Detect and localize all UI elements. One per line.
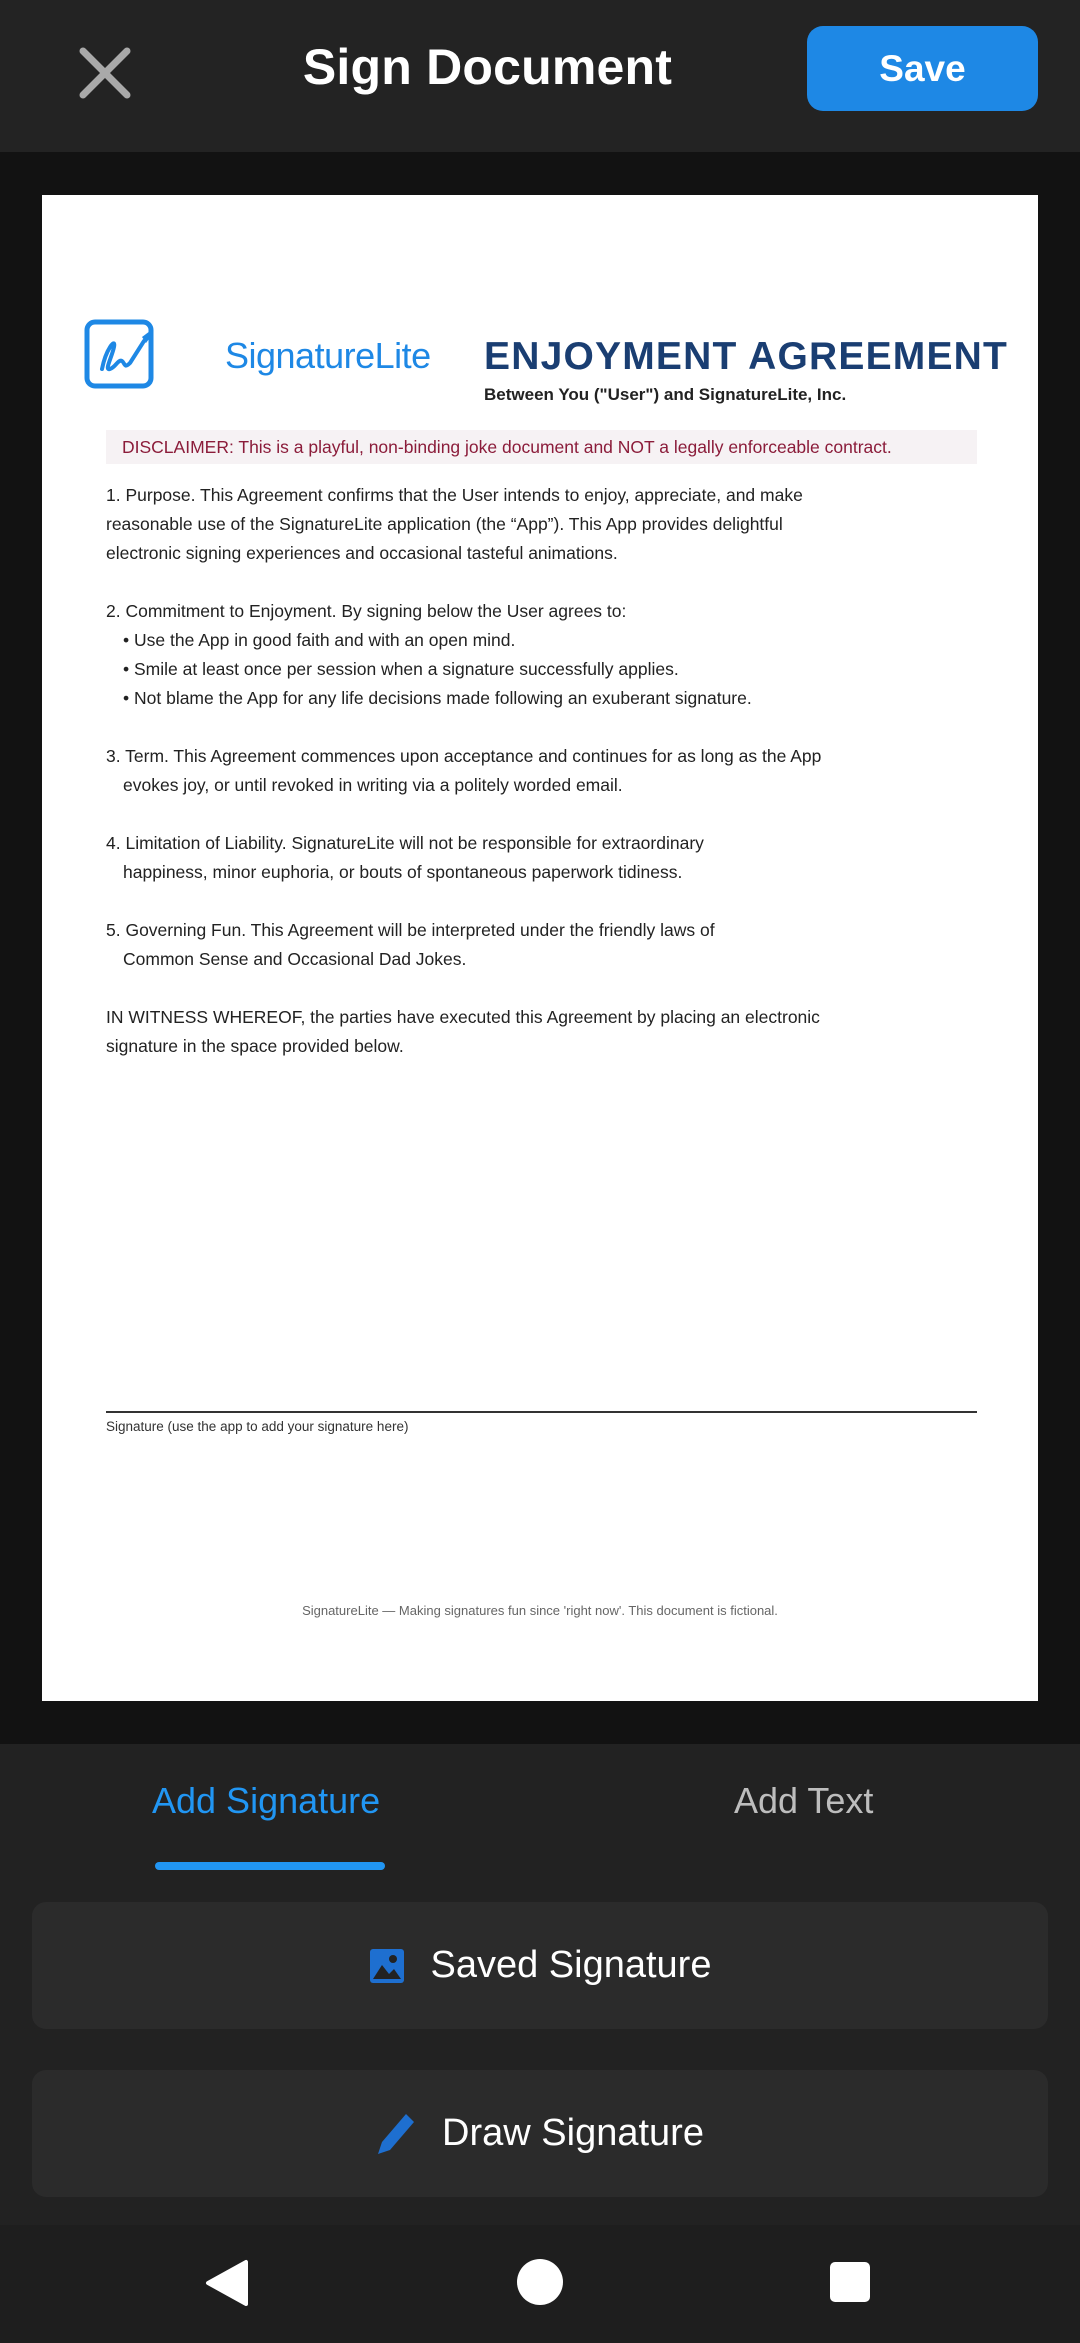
signature-line bbox=[106, 1411, 977, 1413]
saved-signature-label: Saved Signature bbox=[430, 1944, 712, 1986]
saved-signature-button[interactable] bbox=[32, 1902, 1048, 2029]
list-item: • Use the App in good faith and with an open mind. bbox=[123, 630, 516, 650]
section-liability: 4. Limitation of Liability. SignatureLite will not be responsible for extraordinary happiness, minor euphoria, or bouts of spontaneous paperwork tidiness. bbox=[106, 833, 704, 882]
document-title: ENJOYMENT AGREEMENT bbox=[484, 335, 1009, 378]
document-subtitle: Between You ("User") and SignatureLite, Inc. bbox=[484, 385, 847, 404]
document-body bbox=[106, 481, 1006, 1090]
draw-signature-label: Draw Signature bbox=[442, 2112, 704, 2154]
section-commitment: 2. Commitment to Enjoyment. By signing below the User agrees to: • Use the App in good faith and with an open mind. • Smile at least once per session when a signature successfully applies. • Not blame the App for any life decisions made following an exuberant signature. bbox=[106, 597, 1006, 713]
document-footer: SignatureLite — Making signatures fun since 'right now'. This document is fictional. bbox=[302, 1603, 778, 1618]
document-page[interactable] bbox=[42, 195, 1038, 1701]
recent-apps-icon[interactable] bbox=[829, 2261, 871, 2308]
signaturelite-logo-icon bbox=[84, 319, 158, 398]
tab-add-text[interactable]: Add Text bbox=[734, 1780, 874, 1821]
image-icon bbox=[369, 1948, 405, 1984]
section-term: 3. Term. This Agreement commences upon acceptance and continues for as long as the App evokes joy, or until revoked in writing via a politely worded email. bbox=[106, 746, 822, 795]
list-item: • Not blame the App for any life decisions made following an exuberant signature. bbox=[123, 688, 752, 708]
back-icon[interactable] bbox=[204, 2258, 250, 2313]
section-witness: IN WITNESS WHEREOF, the parties have executed this Agreement by placing an electronic signature in the space provided below. bbox=[106, 1007, 820, 1056]
signature-caption: Signature (use the app to add your signature here) bbox=[106, 1419, 409, 1434]
disclaimer-banner: DISCLAIMER: This is a playful, non-binding joke document and NOT a legally enforceable contract. bbox=[106, 430, 977, 464]
pen-icon bbox=[376, 2112, 416, 2156]
home-icon[interactable] bbox=[515, 2257, 565, 2312]
list-item: • Smile at least once per session when a signature successfully applies. bbox=[123, 659, 679, 679]
tab-add-signature[interactable]: Add Signature bbox=[152, 1780, 381, 1821]
section-purpose: 1. Purpose. This Agreement confirms that the User intends to enjoy, appreciate, and make reasonable use of the SignatureLite application (the “App”). This App provides delightful electronic signing experiences and occasional tasteful animations. bbox=[106, 485, 803, 563]
draw-signature-button[interactable] bbox=[32, 2070, 1048, 2197]
section-governing-fun: 5. Governing Fun. This Agreement will be interpreted under the friendly laws of Common Sense and Occasional Dad Jokes. bbox=[106, 920, 715, 969]
active-tab-indicator bbox=[155, 1862, 385, 1870]
top-app-bar bbox=[0, 0, 1080, 152]
page-title: Sign Document bbox=[302, 39, 673, 95]
save-button[interactable]: Save bbox=[807, 26, 1038, 111]
logo-text: SignatureLite bbox=[225, 335, 431, 376]
